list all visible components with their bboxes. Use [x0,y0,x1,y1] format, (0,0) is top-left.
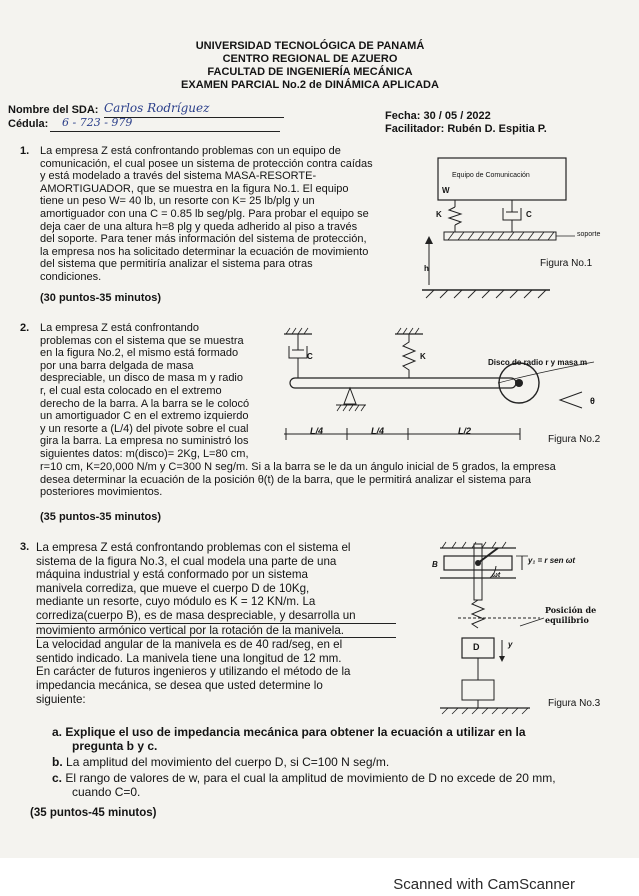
q1-points: (30 puntos-35 minutos) [40,292,162,304]
q2-line: en la figura No.2, el mismo está formado [40,347,239,360]
q2-line: un amortiguador C en el extremo izquierdo [40,410,249,423]
slider-label-b: B [432,560,438,569]
q3-line: máquina industrial y está conformado por un sistema [36,568,308,582]
q1-line: amortiguador con una C = 0.85 lb seg/plg. Para probar el equipo se [40,207,369,220]
weight-label: W [442,186,450,195]
item-letter: c. [52,771,63,785]
damper-label-c: C [526,210,532,219]
q3-line: manivela corrediza, que mueve el cuerpo D de 10Kg, [36,581,310,595]
q1-number: 1. [20,145,30,157]
q3-line: sistema de la figura No.3, el cual modela una parte de una [36,554,337,568]
theta-label: θ [590,396,595,406]
q2-line: y un resorte a (L/4) del pivote sobre el cual [40,422,249,435]
q2-line: por una barra delgada de masa [40,359,194,372]
q2-points: (35 puntos-35 minutos) [40,511,162,523]
q3-line: En carácter de futuros ingenieros y utilizando el método de la [36,665,351,679]
body-label-d: D [473,642,480,652]
q2-line: derecho de la barra. A la barra se le colocó [40,397,250,410]
q3-line: La velocidad angular de la manivela es de 40 rad/seg, en el [36,638,343,652]
spring-label-k: K [436,210,442,219]
spring-k3 [472,600,484,628]
item-letter: b. [52,755,63,769]
q2-line: r=10 cm, K=20,000 N/m y C=300 N seg/m. Si a la barra se le da un ángulo inicial de 5 grados, la empresa [40,461,556,473]
q1-line: la empresa nos ha solicitado determinar la ecuación de movimiento [40,245,369,258]
item-text: La amplitud del movimiento del cuerpo D, si C=100 N seg/m. [66,755,390,769]
regional-center: CENTRO REGIONAL DE AZUERO [222,53,398,65]
q2-line: desea determinar la ecuación de la posición θ(t) de la barra, que le permitirá analizar el sistema para [40,473,531,486]
y-label: y [508,640,513,649]
name-value: Carlos Rodríguez [104,101,210,115]
name-label: Nombre del SDA: [8,104,99,116]
slider-stem [474,544,482,600]
q3-line: mediante un resorte, cuyo módulo es K = 12 KN/m. La [36,595,316,609]
q2-line: posteriores movimientos. [40,486,163,499]
damper-c3 [462,680,494,700]
item-text: Explique el uso de impedancia mecánica para obtener la ecuación a utilizar en la [65,725,526,739]
item-text: El rango de valores de w, para el cual la amplitud de movimiento de D no excede de 20 mm, [65,771,556,785]
q2-line: despreciable, un disco de masa m y radio [40,372,243,385]
q1-line: deja caer de una altura h=8 plg y queda adherido al piso a través [40,220,358,233]
q1-line: AMORTIGUADOR, que se muestra en la figura No.1. El equipo [40,182,349,195]
equipment-label: Equipo de Comunicación [452,172,530,179]
displacement-label: y₁ = r sen ωt [528,556,576,565]
q1-line: comunicación, el cual posee un sistema de protección contra caídas [40,157,373,170]
q1-line: La empresa Z está confrontando problemas con un equipo de [40,145,341,157]
crank-angle-label: ωt [492,572,501,579]
disk-label: Disco de radio r y masa m [488,358,588,367]
faculty-name: FACULTAD DE INGENIERÍA MECÁNICA [207,66,413,78]
q1-line: tiene un peso W= 40 lb, un resorte con K= 25 lb/plg y un [40,195,315,208]
q3-points: (35 puntos-45 minutos) [30,807,157,819]
q3-line: movimiento armónico vertical por la rotación de la manivela. [36,624,396,639]
q1-line: del sistema que permitiría analizar el sistema para otras [40,258,313,271]
equilibrium-label-2: equilibrio [545,615,589,625]
figure-2-caption: Figura No.2 [548,434,601,445]
q3-line: siguiente: [36,692,86,706]
university-name: UNIVERSIDAD TECNOLÓGICA DE PANAMÁ [195,40,425,52]
exam-title: EXAMEN PARCIAL No.2 de DINÁMICA APLICADA [181,79,439,91]
q2-line: problemas con el sistema que se muestra [40,334,244,347]
facilitator: Facilitador: Rubén D. Espitia P. [385,123,547,135]
item-text-cont: pregunta b y c. [72,739,158,753]
q2-line: r, el cual esta colocado en el extremo [40,384,222,397]
dim-label-3: L/2 [458,426,472,436]
item-letter: a. [52,725,63,739]
q1-line: condiciones. [40,270,102,283]
scanner-footer [0,858,639,896]
q3-line: corrediza(cuerpo B), es de masa despreciable, y desarrolla un [36,609,396,624]
q3-line: La empresa Z está confrontando problemas con el sistema el [36,541,351,554]
scanner-watermark: Scanned with CamScanner [393,876,575,893]
q3-line: sentido indicado. La manivela tiene una longitud de 12 mm. [36,651,342,665]
exam-date: Fecha: 30 / 05 / 2022 [385,110,491,122]
id-value: 6 - 723 - 979 [62,116,133,129]
dim-label-2: L/4 [371,426,385,436]
id-label: Cédula: [8,118,49,130]
q3-line: impedancia mecánica, se desea que usted determine lo [36,678,323,692]
height-label: h [424,264,429,273]
item-text-cont: cuando C=0. [72,785,141,799]
figure-1-caption: Figura No.1 [540,258,593,269]
support-label: soporte [577,231,601,238]
q1-line: del soporte. Para tener más información del sistema de protección, [40,233,367,246]
q2-line: La empresa Z está confrontando [40,322,199,334]
q3-number: 3. [20,541,30,553]
equilibrium-label-1: Posición de [545,605,597,615]
damper-label-c2: C [307,352,313,361]
q2-line: gira la barra. La empresa no suministró los [40,435,249,448]
figure-3-caption: Figura No.3 [548,698,601,709]
dim-label-1: L/4 [310,426,324,436]
spring-label-k2: K [420,352,426,361]
q1-line: y está modelado a través del sistema MASA-RESORTE- [40,170,317,183]
q2-line: siguientes datos: m(disco)= 2Kg, L=80 cm, [40,447,249,460]
q2-number: 2. [20,322,30,334]
